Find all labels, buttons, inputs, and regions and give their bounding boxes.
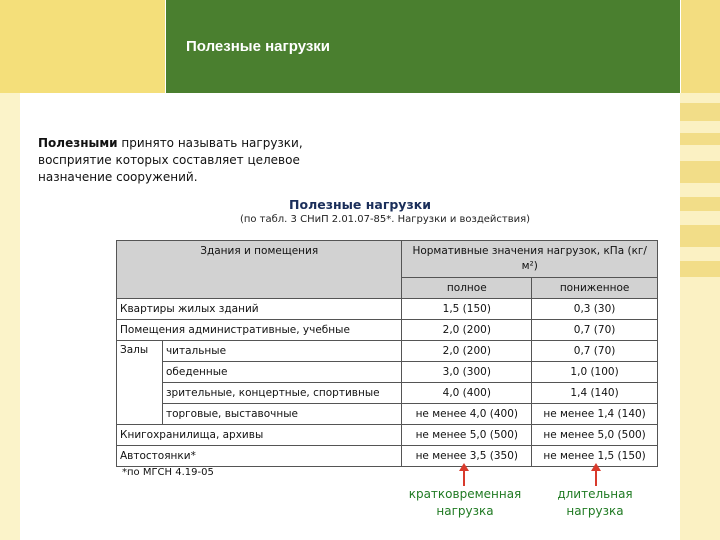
row-name: зрительные, концертные, спортивные xyxy=(162,383,401,404)
table-row xyxy=(117,446,658,467)
page-title: Полезные нагрузки xyxy=(186,38,331,55)
table-row xyxy=(117,320,658,341)
row-reduced: 0,7 (70) xyxy=(532,320,658,341)
row-full: 4,0 (400) xyxy=(402,383,532,404)
intro-rest: принято называть нагрузки, восприятие которых составляет целевое назначение сооружений. xyxy=(38,136,303,184)
arrow-shaft-short xyxy=(463,470,465,486)
note-short-term: кратковременная нагрузка xyxy=(408,487,522,518)
row-reduced: не менее 1,5 (150) xyxy=(532,446,658,467)
header-reduced: пониженное xyxy=(532,278,658,299)
arrow-shaft-long xyxy=(595,470,597,486)
table-row xyxy=(117,404,658,425)
row-reduced: 0,3 (30) xyxy=(532,299,658,320)
row-reduced: 1,4 (140) xyxy=(532,383,658,404)
row-name: Квартиры жилых зданий xyxy=(117,299,402,320)
row-name: читальные xyxy=(162,341,401,362)
row-full: не менее 5,0 (500) xyxy=(402,425,532,446)
loads-table xyxy=(116,240,658,467)
row-name: Книгохранилища, архивы xyxy=(117,425,402,446)
left-band xyxy=(0,93,20,540)
row-name: Автостоянки* xyxy=(117,446,402,467)
row-reduced: 0,7 (70) xyxy=(532,341,658,362)
row-full: не менее 4,0 (400) xyxy=(402,404,532,425)
row-reduced: не менее 1,4 (140) xyxy=(532,404,658,425)
row-name: обеденные xyxy=(162,362,401,383)
group-label: Залы xyxy=(117,341,163,425)
table-row xyxy=(117,341,658,362)
header-norm: Нормативные значения нагрузок, кПа (кг/м²) xyxy=(402,241,658,278)
row-full: не менее 3,5 (350) xyxy=(402,446,532,467)
header-yellow-block xyxy=(0,0,165,93)
row-reduced: 1,0 (100) xyxy=(532,362,658,383)
intro-bold: Полезными xyxy=(38,136,118,150)
table-row xyxy=(117,299,658,320)
row-reduced: не менее 5,0 (500) xyxy=(532,425,658,446)
table-row xyxy=(117,425,658,446)
row-name: Помещения административные, учебные xyxy=(117,320,402,341)
row-name: торговые, выставочные xyxy=(162,404,401,425)
row-full: 1,5 (150) xyxy=(402,299,532,320)
intro-text xyxy=(38,135,338,186)
table-title: Полезные нагрузки xyxy=(289,197,431,212)
header-right-block xyxy=(681,0,720,93)
row-full: 2,0 (200) xyxy=(402,341,532,362)
right-decor-strip xyxy=(680,93,720,540)
header-full: полное xyxy=(402,278,532,299)
footnote: *по МГСН 4.19-05 xyxy=(122,467,214,478)
note-long-term: длительная нагрузка xyxy=(557,487,633,518)
row-full: 3,0 (300) xyxy=(402,362,532,383)
table-subtitle: (по табл. 3 СНиП 2.01.07-85*. Нагрузки и воздействия) xyxy=(239,214,531,225)
table-row xyxy=(117,362,658,383)
table-row xyxy=(117,383,658,404)
header-building: Здания и помещения xyxy=(117,241,402,299)
row-full: 2,0 (200) xyxy=(402,320,532,341)
